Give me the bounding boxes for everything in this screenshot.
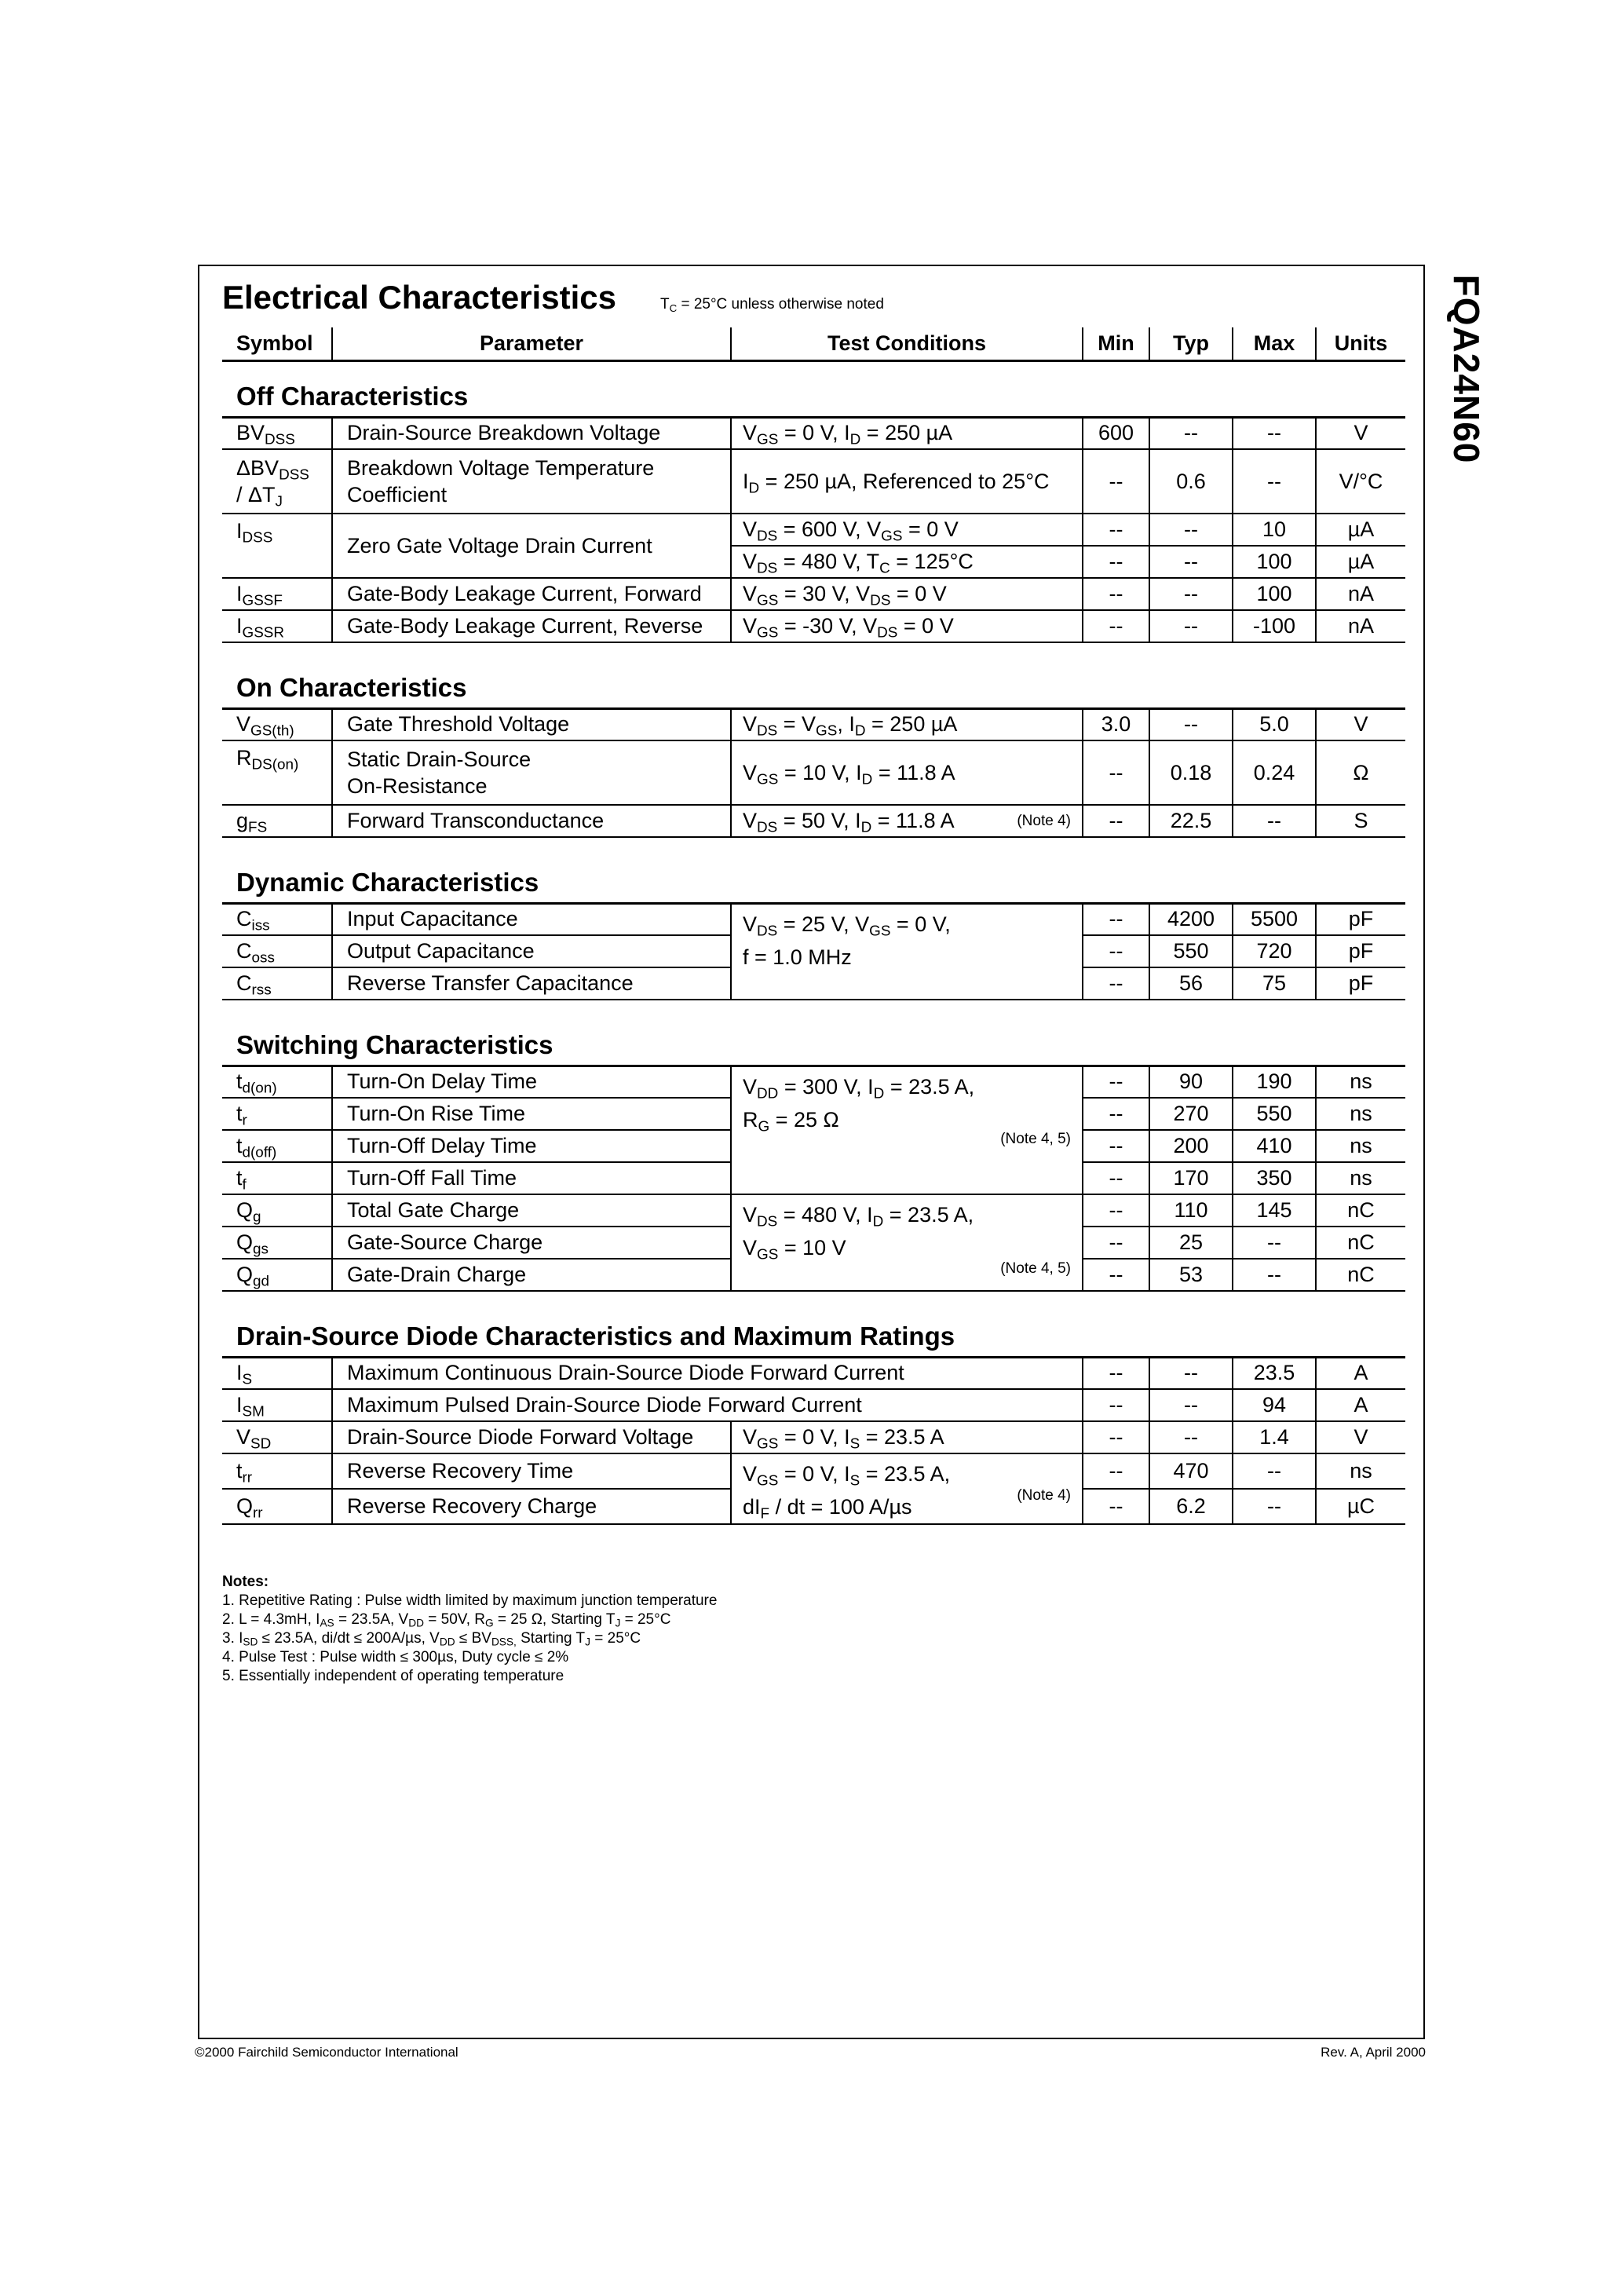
table-cell: -- — [1083, 967, 1149, 1000]
section-dynamic — [222, 837, 1405, 903]
table-cell: $C_{iss}$ — [222, 903, 332, 935]
table-cell: Drain-Source Breakdown Voltage — [332, 417, 731, 449]
table-cell: Input Capacitance — [332, 903, 731, 935]
table-cell: Ω — [1316, 740, 1405, 805]
table-cell: Drain-Source Diode Characteristics and Maximum Ratings — [222, 1291, 1405, 1357]
table-cell: -- — [1083, 1421, 1149, 1453]
table-cell: -- — [1233, 1227, 1316, 1259]
table-cell: -- — [1149, 1357, 1233, 1389]
table-cell: 720 — [1233, 935, 1316, 967]
table-cell: $Q_{gs}$ — [222, 1227, 332, 1259]
table-cell: -- — [1149, 417, 1233, 449]
table-cell: nA — [1316, 578, 1405, 610]
table-cell: $Q_{rr}$ — [222, 1489, 332, 1524]
table-cell: V — [1316, 417, 1405, 449]
table-cell: nC — [1316, 1227, 1405, 1259]
table-cell: -- — [1083, 1227, 1149, 1259]
table-cell: $\Delta BV_{DSS}$ / $\Delta T_J$ — [222, 449, 332, 514]
table-cell: 90 — [1149, 1066, 1233, 1098]
table-cell: $V_{DD} = 300$ V, $I_D = 23.5$ A, $R_G = 25$ Ω (Note 4, 5) — [731, 1066, 1083, 1194]
footer-revision: Rev. A, April 2000 — [1321, 2045, 1426, 2060]
part-number-vertical: FQA24N60 — [1446, 274, 1487, 464]
table-cell: $C_{oss}$ — [222, 935, 332, 967]
table-cell: $g_{FS}$ — [222, 805, 332, 837]
table-cell: $V_{GS(th)}$ — [222, 708, 332, 740]
table-cell: -- — [1233, 417, 1316, 449]
table-cell: -- — [1083, 1162, 1149, 1194]
table-cell: Max — [1233, 327, 1316, 360]
table-cell: -- — [1083, 805, 1149, 837]
table-cell: -- — [1149, 514, 1233, 546]
footer-copyright: ©2000 Fairchild Semiconductor International — [195, 2045, 458, 2060]
table-cell: 53 — [1149, 1259, 1233, 1291]
table-cell: 410 — [1233, 1130, 1316, 1162]
electrical-characteristics-table — [222, 327, 1405, 1525]
table-cell: 600 — [1083, 417, 1149, 449]
table-cell: Turn-Off Delay Time — [332, 1130, 731, 1162]
note-4: 4. Pulse Test : Pulse width ≤ 300µs, Duty cycle ≤ 2% — [222, 1649, 569, 1665]
table-cell: 6.2 — [1149, 1489, 1233, 1524]
table-row — [222, 449, 1405, 514]
section-diode — [222, 1291, 1405, 1357]
table-cell: Maximum Pulsed Drain-Source Diode Forward Current — [332, 1389, 1083, 1421]
table-cell: $V_{GS} = 0$ V, $I_S = 23.5$ A — [731, 1421, 1083, 1453]
table-cell: Forward Transconductance — [332, 805, 731, 837]
table-row — [222, 805, 1405, 837]
table-cell: $t_{d(off)}$ — [222, 1130, 332, 1162]
table-cell: $I_D = 250$ µA, Referenced to 25°C — [731, 449, 1083, 514]
table-row — [222, 708, 1405, 740]
table-cell: 25 — [1149, 1227, 1233, 1259]
table-cell: 22.5 — [1149, 805, 1233, 837]
table-cell: $Q_{gd}$ — [222, 1259, 332, 1291]
table-cell: $V_{SD}$ — [222, 1421, 332, 1453]
table-cell: 470 — [1149, 1453, 1233, 1489]
table-cell: -- — [1233, 1259, 1316, 1291]
table-cell: $t_{rr}$ — [222, 1453, 332, 1489]
section-off — [222, 360, 1405, 417]
table-cell: 170 — [1149, 1162, 1233, 1194]
table-cell: -- — [1149, 546, 1233, 578]
table-cell: pF — [1316, 935, 1405, 967]
table-cell: µA — [1316, 514, 1405, 546]
table-cell: -- — [1083, 514, 1149, 546]
notes-heading: Notes: — [222, 1574, 269, 1590]
section-switching — [222, 1000, 1405, 1066]
table-row — [222, 1389, 1405, 1421]
table-cell: 5500 — [1233, 903, 1316, 935]
table-cell: -- — [1083, 1066, 1149, 1098]
table-row — [222, 578, 1405, 610]
table-cell: Symbol — [222, 327, 332, 360]
table-cell: 56 — [1149, 967, 1233, 1000]
table-cell: -- — [1083, 903, 1149, 935]
table-cell: 94 — [1233, 1389, 1316, 1421]
table-cell: V/°C — [1316, 449, 1405, 514]
table-cell: A — [1316, 1357, 1405, 1389]
table-cell: pF — [1316, 967, 1405, 1000]
table-cell: 550 — [1149, 935, 1233, 967]
table-cell: 4200 — [1149, 903, 1233, 935]
table-cell: $t_{d(on)}$ — [222, 1066, 332, 1098]
table-cell: Breakdown Voltage Temperature Coefficient — [332, 449, 731, 514]
table-cell: -- — [1233, 805, 1316, 837]
table-cell: -- — [1149, 1421, 1233, 1453]
table-cell: $t_r$ — [222, 1098, 332, 1130]
table-cell: $V_{GS} = 0$ V, $I_S = 23.5$ A, $dI_F$ / dt = 100 A/µs (Note 4) — [731, 1453, 1083, 1524]
table-cell: 0.18 — [1149, 740, 1233, 805]
table-cell: Gate-Source Charge — [332, 1227, 731, 1259]
table-cell: -- — [1083, 578, 1149, 610]
table-cell: $V_{DS} = 50$ V, $I_D = 11.8$ A (Note 4) — [731, 805, 1083, 837]
table-cell: 200 — [1149, 1130, 1233, 1162]
table-cell: Turn-On Delay Time — [332, 1066, 731, 1098]
table-cell: -- — [1233, 1489, 1316, 1524]
table-cell: $V_{DS} = 480$ V, $I_D = 23.5$ A, $V_{GS} = 10$ V (Note 4, 5) — [731, 1194, 1083, 1291]
table-cell: $BV_{DSS}$ — [222, 417, 332, 449]
table-cell: -- — [1083, 1389, 1149, 1421]
table-cell: -- — [1083, 1259, 1149, 1291]
table-cell: -- — [1083, 1130, 1149, 1162]
table-cell: Reverse Recovery Charge — [332, 1489, 731, 1524]
table-cell: Typ — [1149, 327, 1233, 360]
table-cell: $I_{GSSR}$ — [222, 610, 332, 642]
table-cell: $I_{GSSF}$ — [222, 578, 332, 610]
table-cell: Parameter — [332, 327, 731, 360]
table-cell: $V_{GS} = 0$ V, $I_D = 250$ µA — [731, 417, 1083, 449]
table-cell: Static Drain-Source On-Resistance — [332, 740, 731, 805]
table-cell: 100 — [1233, 578, 1316, 610]
table-cell: 23.5 — [1233, 1357, 1316, 1389]
table-cell: -100 — [1233, 610, 1316, 642]
table-cell: $V_{DS} = V_{GS}$, $I_D = 250$ µA — [731, 708, 1083, 740]
note-2: 2. L = 4.3mH, $I_{AS} = 23.5A$, $V_{DD} = 50V$, $R_G = 25$ Ω, Starting $T_J = 25^\circ C$ — [222, 1611, 671, 1629]
table-cell: -- — [1083, 1357, 1149, 1389]
table-cell: $V_{DS} = 480$ V, $T_C = 125^\circ C$ — [731, 546, 1083, 578]
table-row — [222, 1357, 1405, 1389]
table-cell: -- — [1149, 1389, 1233, 1421]
table-cell: ns — [1316, 1453, 1405, 1489]
table-cell: Switching Characteristics — [222, 1000, 1405, 1066]
table-row — [222, 740, 1405, 805]
table-cell: Units — [1316, 327, 1405, 360]
section-header — [222, 279, 884, 316]
table-cell: -- — [1149, 578, 1233, 610]
table-cell: -- — [1083, 935, 1149, 967]
table-cell: $C_{rss}$ — [222, 967, 332, 1000]
table-cell: Output Capacitance — [332, 935, 731, 967]
table-cell: ns — [1316, 1130, 1405, 1162]
table-cell: pF — [1316, 903, 1405, 935]
table-cell: 10 — [1233, 514, 1316, 546]
table-cell: 350 — [1233, 1162, 1316, 1194]
table-row — [222, 903, 1405, 935]
notes — [222, 1573, 717, 1686]
table-cell: ns — [1316, 1098, 1405, 1130]
table-row — [222, 1066, 1405, 1098]
note-5: 5. Essentially independent of operating temperature — [222, 1668, 564, 1684]
table-cell: -- — [1083, 449, 1149, 514]
table-cell: $V_{GS} = 30$ V, $V_{DS} = 0$ V — [731, 578, 1083, 610]
table-cell: 550 — [1233, 1098, 1316, 1130]
table-cell: V — [1316, 1421, 1405, 1453]
section-on — [222, 642, 1405, 708]
table-cell: -- — [1233, 449, 1316, 514]
table-cell: $R_{DS(on)}$ — [222, 740, 332, 805]
table-cell: nC — [1316, 1259, 1405, 1291]
table-cell: Turn-On Rise Time — [332, 1098, 731, 1130]
table-cell: Drain-Source Diode Forward Voltage — [332, 1421, 731, 1453]
condition-note: $T_C = 25^\circ C$ unless otherwise noted — [659, 296, 884, 314]
table-header — [222, 327, 1405, 360]
table-cell: 100 — [1233, 546, 1316, 578]
page-title: Electrical Characteristics — [222, 279, 616, 316]
table-cell: On Characteristics — [222, 642, 1405, 708]
table-cell: S — [1316, 805, 1405, 837]
table-row — [222, 1453, 1405, 1489]
table-cell: -- — [1083, 610, 1149, 642]
table-cell: nC — [1316, 1194, 1405, 1227]
table-cell: Reverse Recovery Time — [332, 1453, 731, 1489]
table-row — [222, 514, 1405, 546]
table-cell: nA — [1316, 610, 1405, 642]
table-cell: Gate-Body Leakage Current, Forward — [332, 578, 731, 610]
table-cell: ns — [1316, 1066, 1405, 1098]
table-cell: -- — [1083, 1453, 1149, 1489]
table-cell: -- — [1149, 708, 1233, 740]
table-cell: $I_{DSS}$ — [222, 514, 332, 578]
table-cell: Gate-Drain Charge — [332, 1259, 731, 1291]
table-cell: Off Characteristics — [222, 360, 1405, 417]
table-cell: Reverse Transfer Capacitance — [332, 967, 731, 1000]
table-cell: V — [1316, 708, 1405, 740]
table-cell: 3.0 — [1083, 708, 1149, 740]
table-cell: $V_{DS} = 600$ V, $V_{GS} = 0$ V — [731, 514, 1083, 546]
table-cell: $V_{GS} = -30$ V, $V_{DS} = 0$ V — [731, 610, 1083, 642]
table-cell: 145 — [1233, 1194, 1316, 1227]
table-cell: Gate Threshold Voltage — [332, 708, 731, 740]
table-cell: Zero Gate Voltage Drain Current — [332, 514, 731, 578]
table-cell: A — [1316, 1389, 1405, 1421]
table-cell: Maximum Continuous Drain-Source Diode Forward Current — [332, 1357, 1083, 1389]
table-cell: Min — [1083, 327, 1149, 360]
table-cell: $Q_g$ — [222, 1194, 332, 1227]
table-cell: -- — [1083, 1194, 1149, 1227]
table-cell: -- — [1083, 1098, 1149, 1130]
table-cell: 75 — [1233, 967, 1316, 1000]
table-cell: -- — [1083, 1489, 1149, 1524]
table-cell: $V_{GS} = 10$ V, $I_D = 11.8$ A — [731, 740, 1083, 805]
note-1: 1. Repetitive Rating : Pulse width limited by maximum junction temperature — [222, 1592, 718, 1609]
table-cell: -- — [1149, 610, 1233, 642]
table-cell: Turn-Off Fall Time — [332, 1162, 731, 1194]
table-cell: $t_f$ — [222, 1162, 332, 1194]
table-cell: 5.0 — [1233, 708, 1316, 740]
table-cell: Gate-Body Leakage Current, Reverse — [332, 610, 731, 642]
table-cell: 190 — [1233, 1066, 1316, 1098]
table-cell: -- — [1083, 740, 1149, 805]
table-cell: 270 — [1149, 1098, 1233, 1130]
table-cell: $I_S$ — [222, 1357, 332, 1389]
note-3: 3. $I_{SD} \le 23.5A$, di/dt ≤ 200A/µs, $V_{DD} \le BV_{DSS,}$ Starting $T_J = 25^\circ C$ — [222, 1630, 641, 1648]
table-cell: 1.4 — [1233, 1421, 1316, 1453]
table-cell: Test Conditions — [731, 327, 1083, 360]
table-cell: Dynamic Characteristics — [222, 837, 1405, 903]
table-cell: 110 — [1149, 1194, 1233, 1227]
table-cell: µC — [1316, 1489, 1405, 1524]
table-cell: ns — [1316, 1162, 1405, 1194]
table-cell: 0.24 — [1233, 740, 1316, 805]
table-row — [222, 1421, 1405, 1453]
table-row — [222, 417, 1405, 449]
table-cell: $V_{DS} = 25$ V, $V_{GS} = 0$ V, f = 1.0 MHz — [731, 903, 1083, 1000]
table-cell: $I_{SM}$ — [222, 1389, 332, 1421]
table-row — [222, 610, 1405, 642]
table-cell: µA — [1316, 546, 1405, 578]
table-cell: -- — [1233, 1453, 1316, 1489]
table-cell: -- — [1083, 546, 1149, 578]
table-cell: 0.6 — [1149, 449, 1233, 514]
table-cell: Total Gate Charge — [332, 1194, 731, 1227]
table-row — [222, 1194, 1405, 1227]
